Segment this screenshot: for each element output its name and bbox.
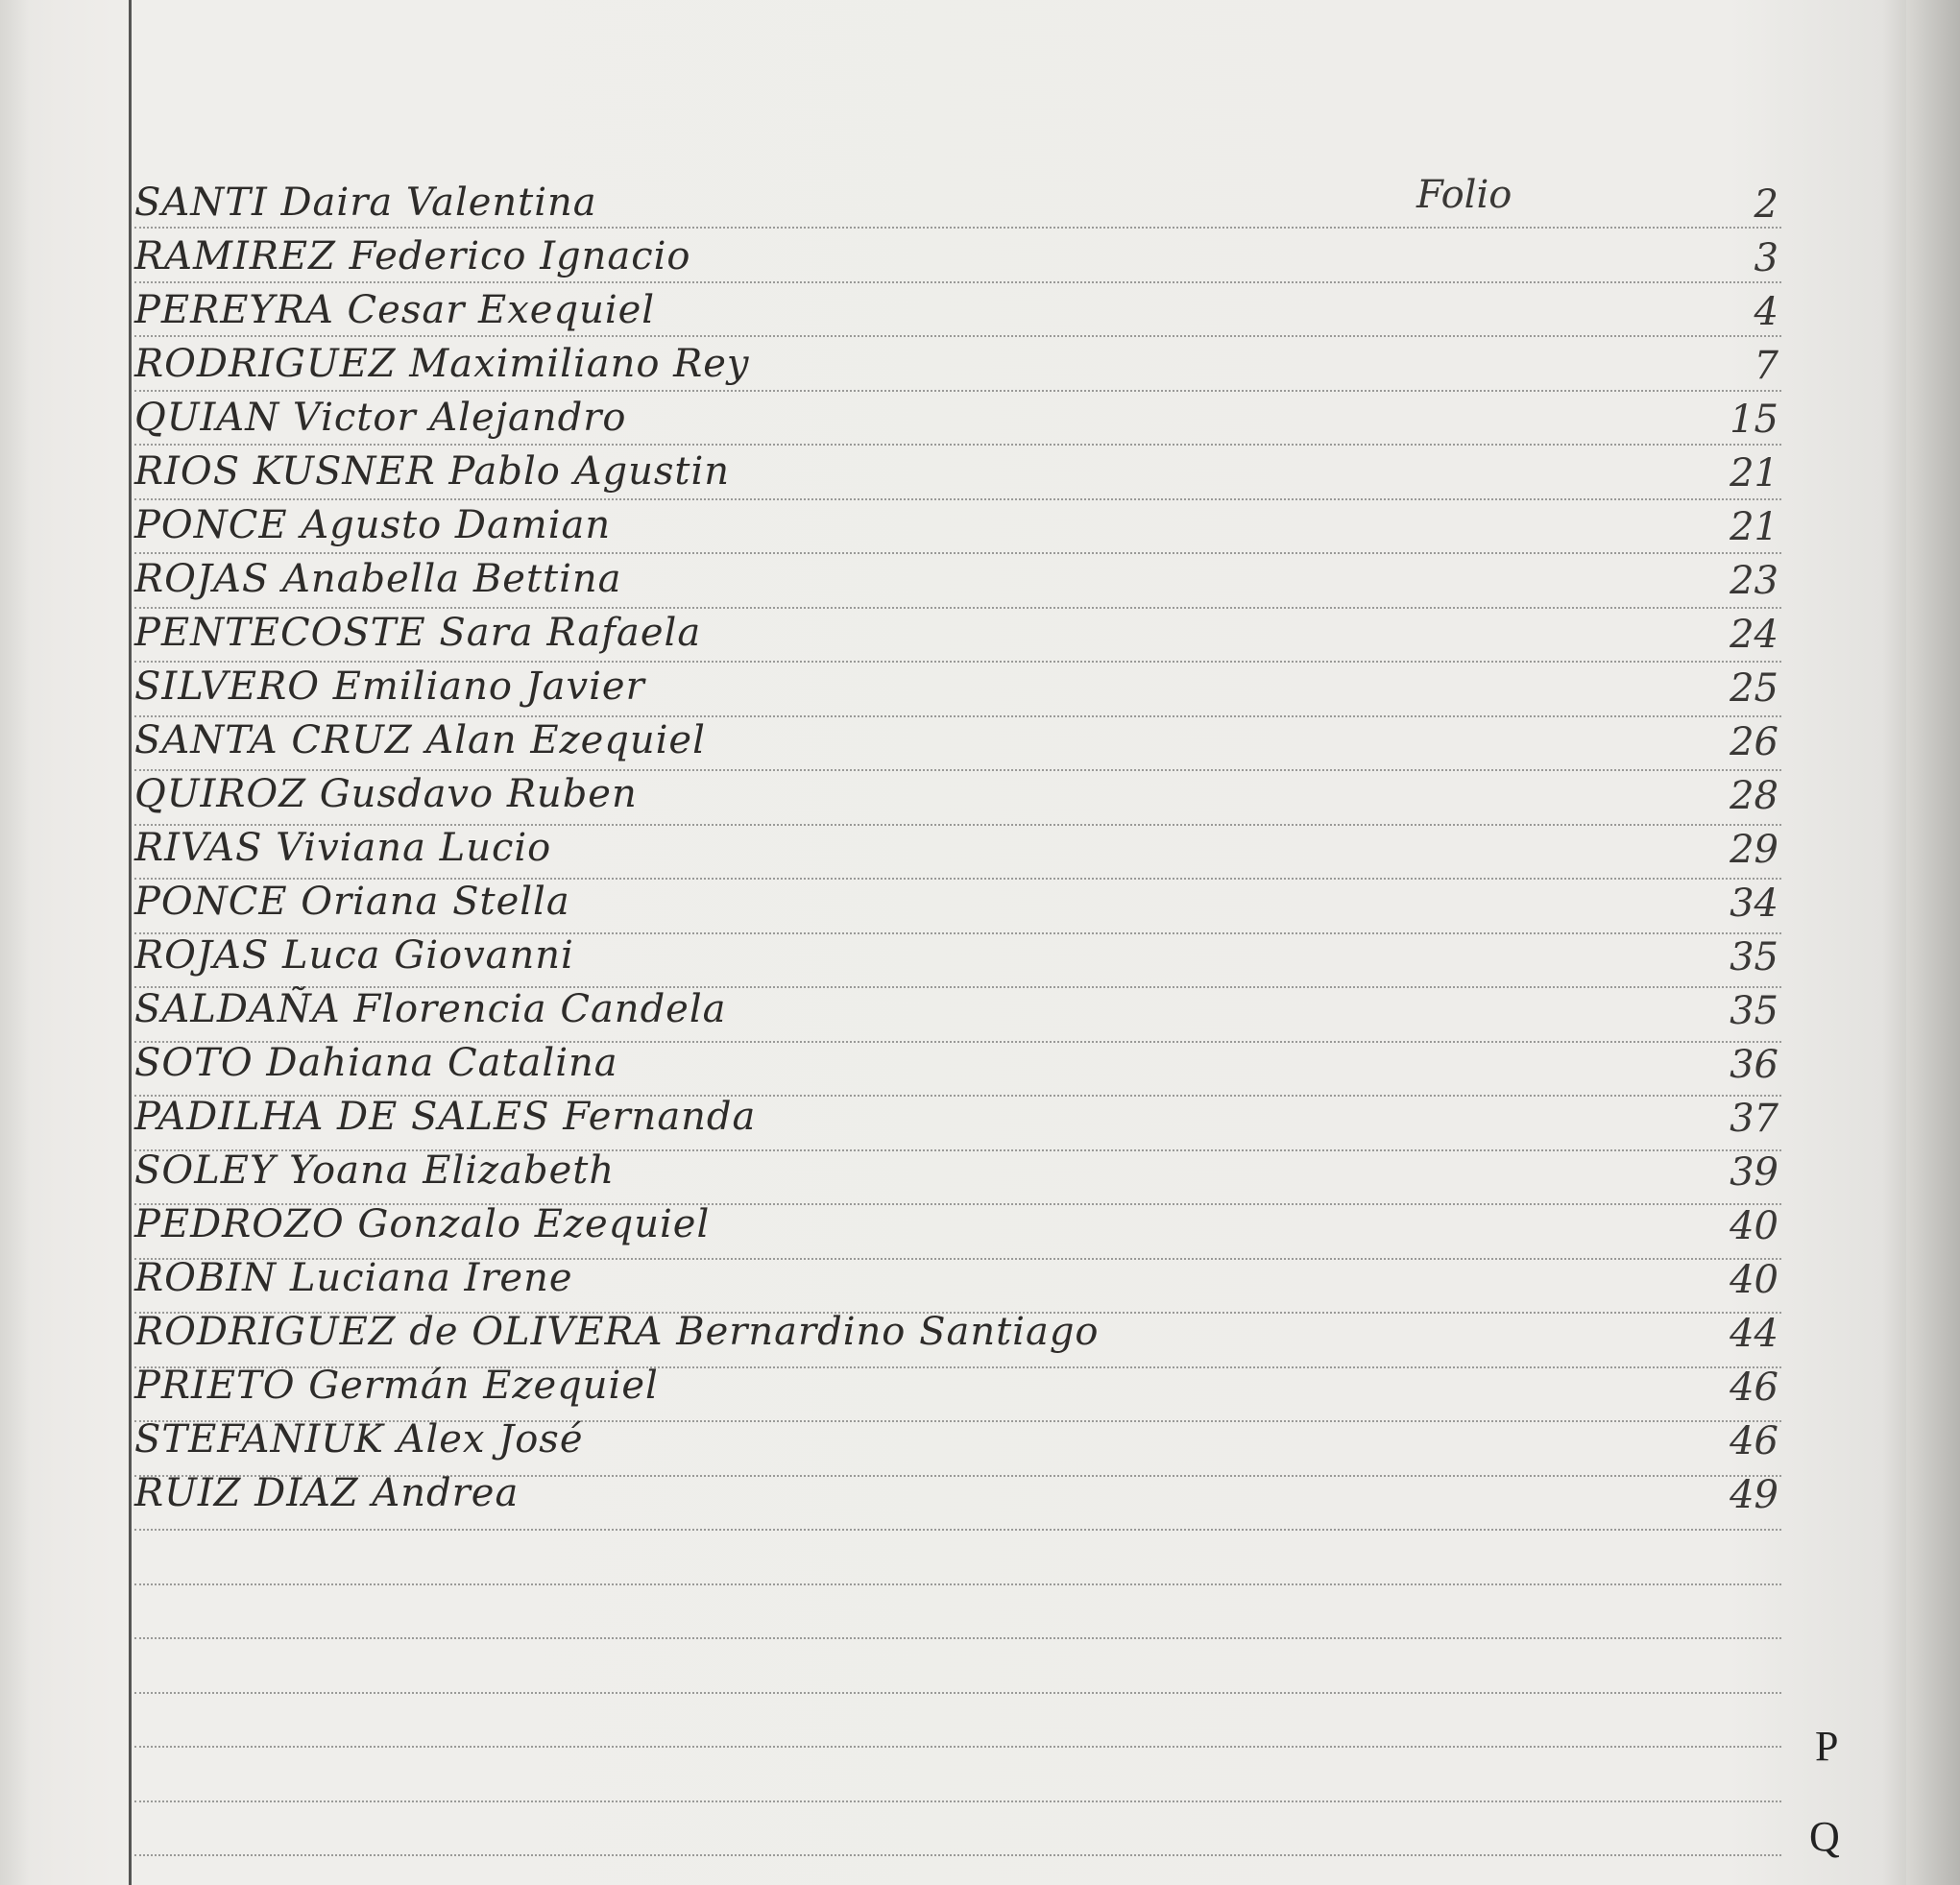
entry-folio: 34 xyxy=(1730,882,1779,926)
entry-name: SOLEY Yoana Elizabeth xyxy=(134,1148,616,1193)
entry-folio: 29 xyxy=(1730,828,1779,872)
entry-folio: 35 xyxy=(1730,989,1779,1033)
list-item xyxy=(134,657,1786,711)
entry-folio: 23 xyxy=(1730,559,1779,603)
entry-name: PONCE Oriana Stella xyxy=(134,880,570,924)
list-item xyxy=(134,872,1786,926)
entry-name: PADILHA DE SALES Fernanda xyxy=(134,1095,757,1139)
list-item xyxy=(134,227,1786,280)
entry-name: PEDROZO Gonzalo Ezequiel xyxy=(134,1202,711,1246)
list-item xyxy=(134,1087,1786,1141)
entry-folio: 36 xyxy=(1730,1043,1779,1087)
entry-name: PEREYRA Cesar Exequiel xyxy=(134,288,656,332)
list-item xyxy=(134,280,1786,334)
entry-folio: 40 xyxy=(1730,1204,1779,1248)
entry-folio: 35 xyxy=(1730,935,1779,979)
ruled-line xyxy=(134,1746,1781,1748)
entry-folio: 37 xyxy=(1730,1097,1779,1141)
index-tab-q[interactable]: Q xyxy=(1809,1813,1840,1860)
margin-line xyxy=(129,0,132,1885)
entry-folio: 15 xyxy=(1730,398,1779,442)
entry-folio: 44 xyxy=(1730,1312,1779,1356)
spine-shadow xyxy=(0,0,29,1885)
entry-name: RUIZ DIAZ Andrea xyxy=(134,1471,520,1515)
entry-name: ROJAS Anabella Bettina xyxy=(134,557,622,601)
folio-header: Folio xyxy=(1416,173,1512,217)
entry-folio: 24 xyxy=(1730,613,1779,657)
entry-folio: 21 xyxy=(1730,505,1779,549)
entry-name: SANTI Daira Valentina xyxy=(134,181,597,225)
entry-name: SILVERO Emiliano Javier xyxy=(134,665,645,709)
list-item xyxy=(134,818,1786,872)
ruled-line xyxy=(134,1637,1781,1639)
list-item xyxy=(134,1248,1786,1302)
entry-name: RAMIREZ Federico Ignacio xyxy=(134,234,691,278)
list-item xyxy=(134,1463,1786,1517)
list-item xyxy=(134,764,1786,818)
entry-name: QUIAN Victor Alejandro xyxy=(134,396,627,440)
entry-folio: 46 xyxy=(1730,1365,1779,1410)
list-item xyxy=(134,1141,1786,1195)
ruled-line xyxy=(134,1692,1781,1694)
entry-folio: 40 xyxy=(1730,1258,1779,1302)
entry-name: STEFANIUK Alex José xyxy=(134,1417,584,1462)
list-item xyxy=(134,334,1786,388)
list-item xyxy=(134,603,1786,657)
entry-name: PRIETO Germán Ezequiel xyxy=(134,1364,659,1408)
list-item xyxy=(134,495,1786,549)
entry-name: RIOS KUSNER Pablo Agustin xyxy=(134,449,730,494)
entry-folio: 28 xyxy=(1730,774,1779,818)
entry-name: SANTA CRUZ Alan Ezequiel xyxy=(134,718,706,762)
entry-name: RODRIGUEZ Maximiliano Rey xyxy=(134,342,750,386)
entry-name: ROJAS Luca Giovanni xyxy=(134,933,574,978)
ruled-line xyxy=(134,1529,1781,1531)
list-item xyxy=(134,173,1786,227)
index-tab-p[interactable]: P xyxy=(1815,1723,1839,1770)
list-item xyxy=(134,549,1786,603)
list-item xyxy=(134,926,1786,979)
list-item xyxy=(134,388,1786,442)
entry-folio: 39 xyxy=(1730,1150,1779,1195)
list-item xyxy=(134,1195,1786,1248)
entry-folio: 3 xyxy=(1754,236,1779,280)
ruled-line xyxy=(134,1854,1781,1856)
entry-folio: 49 xyxy=(1730,1473,1779,1517)
list-item xyxy=(134,1033,1786,1087)
entry-folio: 21 xyxy=(1730,451,1779,495)
ruled-line xyxy=(134,1800,1781,1802)
list-item xyxy=(134,442,1786,495)
entry-name: QUIROZ Gusdavo Ruben xyxy=(134,772,638,816)
entry-folio: 26 xyxy=(1730,720,1779,764)
entry-name: ROBIN Luciana Irene xyxy=(134,1256,573,1300)
entry-folio: 7 xyxy=(1754,344,1779,388)
entry-folio: 25 xyxy=(1730,666,1779,711)
entry-name: PONCE Agusto Damian xyxy=(134,503,612,547)
entry-name: SALDAÑA Florencia Candela xyxy=(134,987,727,1031)
list-item xyxy=(134,979,1786,1033)
entry-folio: 46 xyxy=(1730,1419,1779,1463)
ruled-line xyxy=(134,1583,1781,1585)
entry-name: PENTECOSTE Sara Rafaela xyxy=(134,611,702,655)
list-item xyxy=(134,1302,1786,1356)
entry-name: RIVAS Viviana Lucio xyxy=(134,826,552,870)
entry-name: RODRIGUEZ de OLIVERA Bernardino Santiago xyxy=(134,1310,1100,1354)
entry-name: SOTO Dahiana Catalina xyxy=(134,1041,618,1085)
list-item xyxy=(134,1410,1786,1463)
entry-folio: 2 xyxy=(1754,182,1779,227)
entry-folio: 4 xyxy=(1754,290,1779,334)
list-item xyxy=(134,711,1786,764)
list-item xyxy=(134,1356,1786,1410)
page-edge xyxy=(1906,0,1960,1885)
